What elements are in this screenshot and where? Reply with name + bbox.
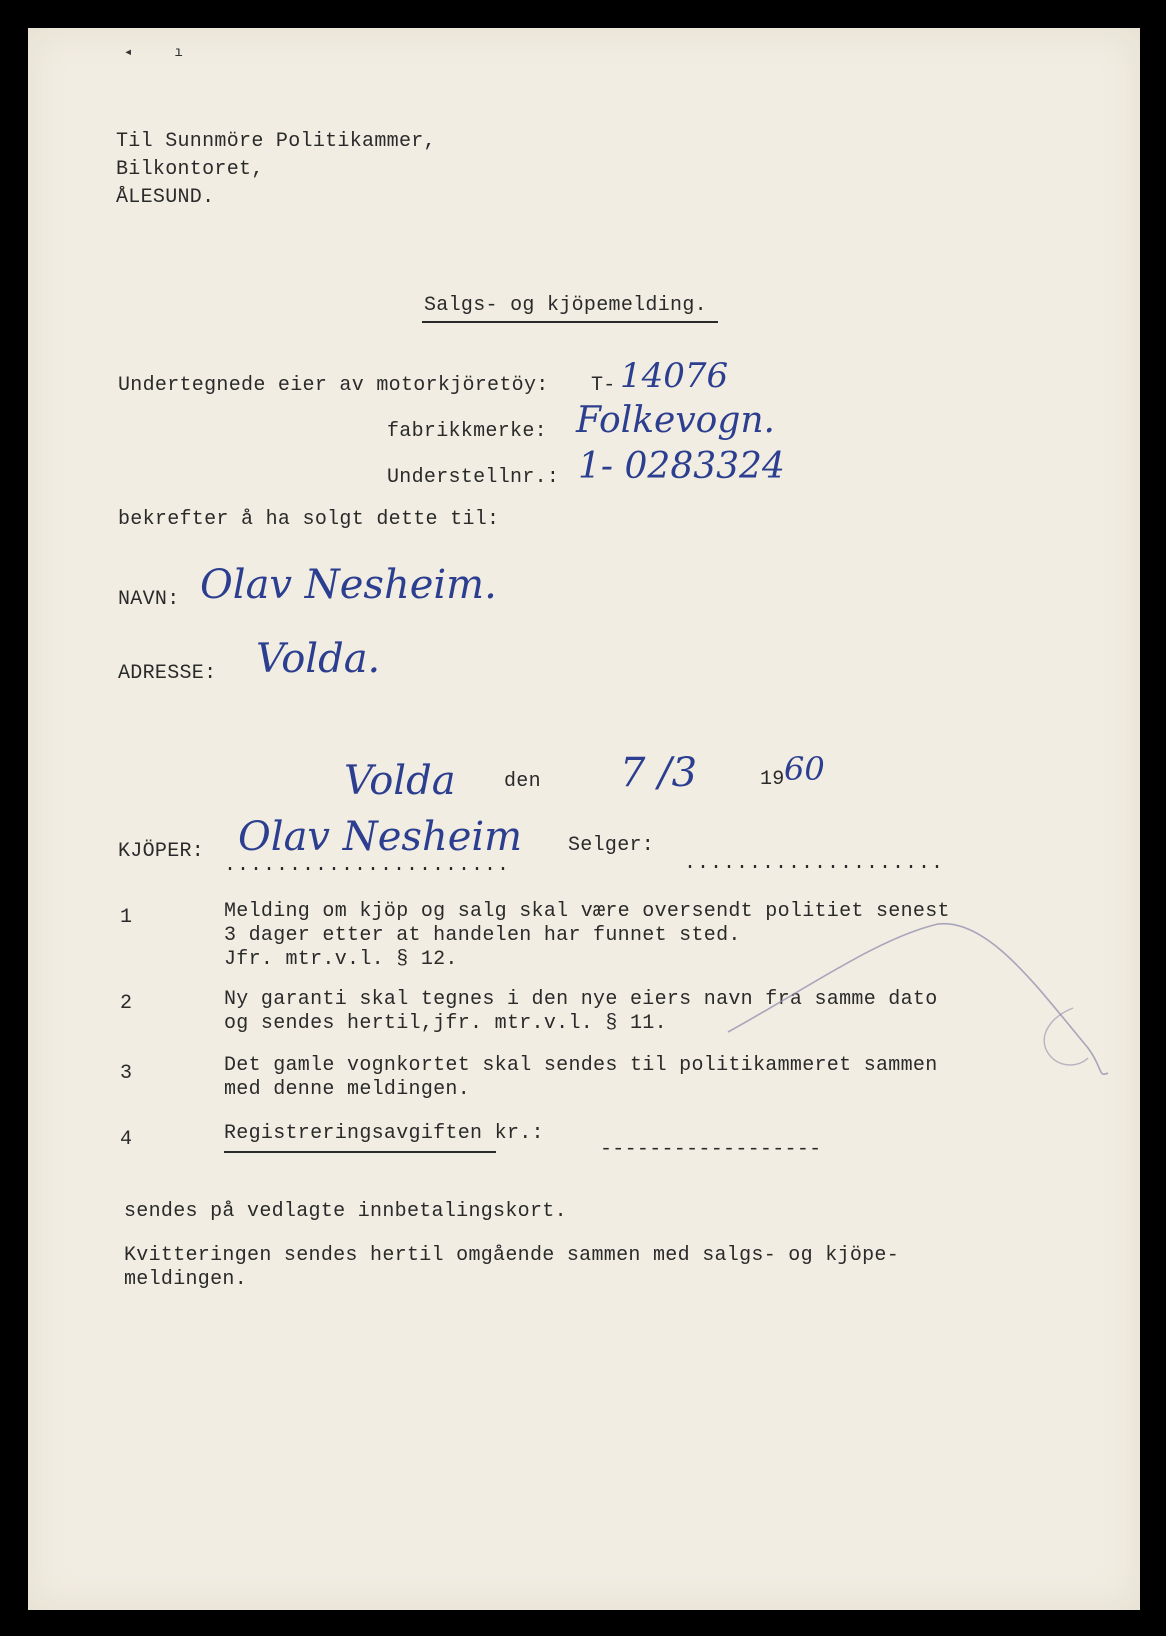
item-2-number: 2 <box>120 992 133 1015</box>
seller-signature-label: Selger: <box>568 834 655 857</box>
item-3-number: 3 <box>120 1062 133 1085</box>
owner-label: Undertegnede eier av motorkjöretöy: <box>118 374 549 397</box>
document-page <box>28 28 1140 1610</box>
make-value: Folkevogn. <box>576 400 776 441</box>
item-1-line-2: 3 dager etter at handelen har funnet sted. <box>224 924 741 947</box>
item-4-line-1: Registreringsavgiften kr.: <box>224 1122 544 1145</box>
date-den: den <box>504 770 541 793</box>
reg-prefix: T- <box>591 374 616 397</box>
item-1-line-1: Melding om kjöp og salg skal være oversendt politiet senest <box>224 900 950 923</box>
name-label: NAVN: <box>118 588 180 611</box>
make-label: fabrikkmerke: <box>387 420 547 443</box>
item-2-line-1: Ny garanti skal tegnes i den nye eiers navn fra samme dato <box>224 988 938 1011</box>
header-line-3: ÅLESUND. <box>116 186 215 209</box>
title-underline <box>422 321 718 323</box>
confirm-text: bekrefter å ha solgt dette til: <box>118 508 500 531</box>
address-value: Volda. <box>256 636 381 682</box>
seller-signature-line: .................... <box>684 852 945 875</box>
chassis-label: Understellnr.: <box>387 466 560 489</box>
item-4-amount-dashes: ------------------ <box>600 1138 822 1161</box>
buyer-signature-line: ...................... <box>224 854 511 877</box>
punch-marks: ◂ ı <box>124 45 183 61</box>
item-3-line-2: med denne meldingen. <box>224 1078 471 1101</box>
item-1-number: 1 <box>120 906 133 929</box>
date-place: Volda <box>344 758 456 804</box>
document-title: Salgs- og kjöpemelding. <box>424 294 707 317</box>
buyer-signature: Olav Nesheim <box>238 814 523 860</box>
footer-line-3: meldingen. <box>124 1268 248 1291</box>
date-year-prefix: 19 <box>760 768 785 791</box>
item-3-line-1: Det gamle vognkortet skal sendes til politikammeret sammen <box>224 1054 938 1077</box>
pencil-stroke <box>28 28 1140 1610</box>
footer-line-2: Kvitteringen sendes hertil omgående sammen med salgs- og kjöpe- <box>124 1244 900 1267</box>
item-4-number: 4 <box>120 1128 133 1151</box>
item-4-underline <box>224 1151 496 1153</box>
item-2-line-2: og sendes hertil,jfr. mtr.v.l. § 11. <box>224 1012 667 1035</box>
reg-value: 14076 <box>620 356 729 396</box>
name-value: Olav Nesheim. <box>200 562 497 608</box>
header-line-1: Til Sunnmöre Politikammer, <box>116 130 436 153</box>
buyer-signature-label: KJÖPER: <box>118 840 205 863</box>
header-line-2: Bilkontoret, <box>116 158 264 181</box>
date-day-month: 7 /3 <box>620 750 698 796</box>
address-label: ADRESSE: <box>118 662 217 685</box>
footer-line-1: sendes på vedlagte innbetalingskort. <box>124 1200 567 1223</box>
chassis-value: 1- 0283324 <box>578 446 785 487</box>
item-1-line-3: Jfr. mtr.v.l. § 12. <box>224 948 458 971</box>
date-year-suffix: 60 <box>784 750 825 788</box>
